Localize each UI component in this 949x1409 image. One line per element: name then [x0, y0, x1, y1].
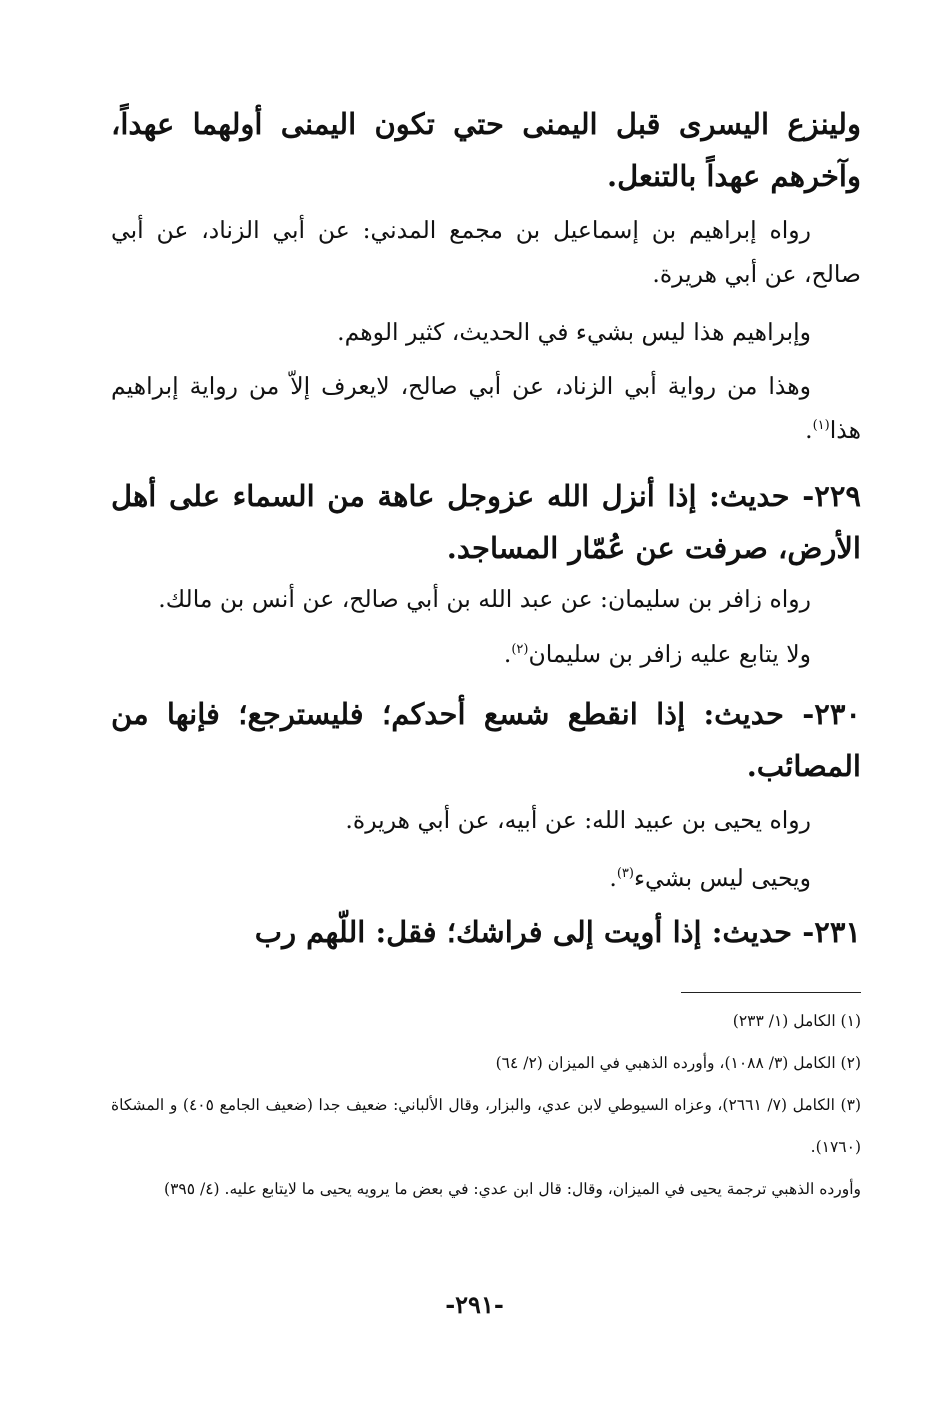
- narration-paragraph: رواه زافر بن سليمان: عن عبد الله بن أبي صالح، عن أنس بن مالك.: [158, 585, 811, 613]
- hadith-continuation: ولينزع اليسرى قبل اليمنى حتي تكون اليمنى أولهما عهداً، وآخرهم عهداً بالتنعل.: [111, 107, 861, 193]
- hadith-text: حديث: إذا أنزل الله عزوجل عاهة من السماء على أهل الأرض، صرفت عن عُمّار المساجد.: [111, 479, 861, 565]
- paragraph-end: .: [503, 640, 512, 668]
- footnote-3: (٣) الكامل (٧/ ٢٦٦١)، وعزاه السيوطي لابن عدي، والبزار، وقال الألباني: ضعيف جدا (ضعيف الجامع ٤٠٥) و المشكاة (١٧٦٠).: [111, 1096, 861, 1156]
- paragraph-text: ولا يتابع عليه زافر بن سليمان: [528, 640, 811, 668]
- footnote-marker[interactable]: (٢): [511, 642, 529, 658]
- paragraph-text: وهذا من رواية أبي الزناد، عن أبي صالح، لايعرف إلاّ من رواية إبراهيم هذا: [111, 372, 861, 444]
- footnote-1: (١) الكامل (١/ ٢٣٣): [732, 1012, 861, 1030]
- commentary-paragraph-footnoted: [111, 632, 861, 676]
- hadith-text: حديث: إذا أويت إلى فراشك؛ فقل: اللّهم رب: [254, 915, 793, 949]
- paragraph-text: ويحيى ليس بشيء: [633, 864, 811, 892]
- paragraph-end: .: [805, 416, 813, 444]
- footnote-marker[interactable]: (١): [812, 418, 830, 434]
- hadith-number: ٢٢٩-: [802, 479, 861, 513]
- footnote-3-continuation: وأورده الذهبي ترجمة يحيى في الميزان، وقال: قال ابن عدي: في بعض ما يرويه يحيى ما لايتابع عليه. (٤/ ٣٩٥): [164, 1180, 861, 1198]
- hadith-229: [111, 470, 861, 574]
- narration-paragraph: رواه إبراهيم بن إسماعيل بن مجمع المدني: عن أبي الزناد، عن أبي صالح، عن أبي هريرة.: [111, 216, 861, 288]
- page-number: -٢٩١-: [445, 1290, 504, 1319]
- paragraph-end: .: [609, 864, 617, 892]
- hadith-230: [111, 688, 861, 792]
- narration-paragraph: رواه يحيى بن عبيد الله: عن أبيه، عن أبي هريرة.: [345, 806, 811, 834]
- footnote-2: (٢) الكامل (٣/ ١٠٨٨)، وأورده الذهبي في الميزان (٢/ ٦٤): [495, 1054, 861, 1072]
- hadith-number: ٢٣١-: [802, 915, 861, 949]
- commentary-paragraph-footnoted: [111, 364, 861, 452]
- commentary-paragraph-footnoted: [111, 856, 861, 900]
- hadith-number: ٢٣٠-: [802, 697, 861, 731]
- footnote-separator: [681, 992, 861, 993]
- hadith-text: حديث: إذا انقطع شسع أحدكم؛ فليسترجع؛ فإنها من المصائب.: [111, 697, 861, 783]
- commentary-paragraph: وإبراهيم هذا ليس بشيء في الحديث، كثير الوهم.: [337, 318, 811, 346]
- footnote-marker[interactable]: (٣): [616, 866, 634, 882]
- hadith-231: [111, 906, 861, 958]
